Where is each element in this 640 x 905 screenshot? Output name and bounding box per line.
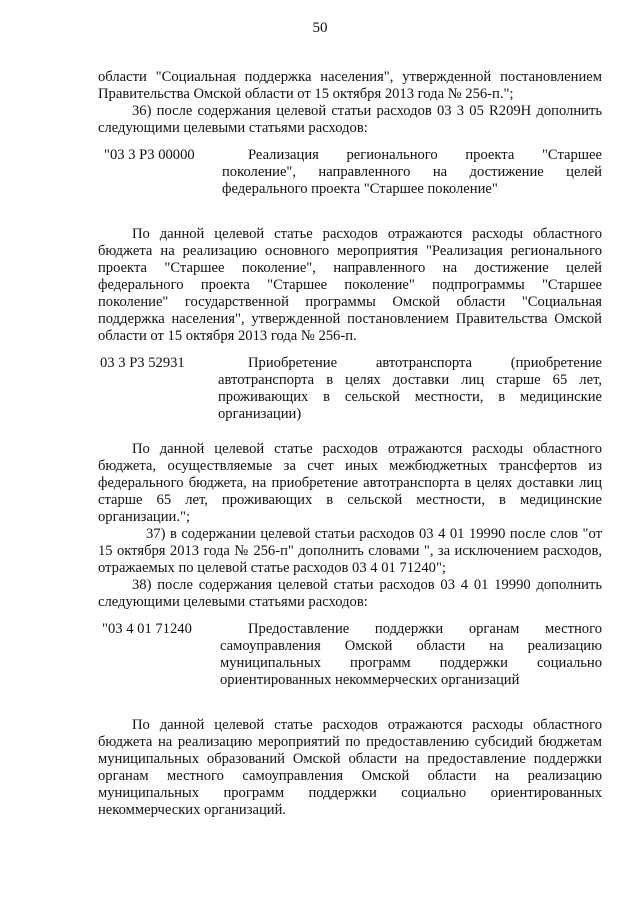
target-article-description: Предоставление поддержки органам местного самоуправления Омской области на реализацию муниципальных программ поддержки социально ориентированных некоммерческих организаций [220, 621, 602, 688]
target-article-entry [98, 621, 602, 689]
paragraph: По данной целевой статье расходов отражаются расходы областного бюджета, осуществляемые за счет иных межбюджетных трансфертов из федерального бюджета, на приобретение автотранспорта в целях доставки лиц старше 65 лет, проживающих в сельской местности, в медицинские организации."; [98, 441, 602, 525]
target-article-description: Приобретение автотранспорта (приобретение автотранспорта в целях доставки лиц старше 65 лет, проживающих в сельской местности, в медицинские организации) [218, 355, 602, 422]
target-article-code: 03 3 P3 52931 [100, 355, 185, 371]
target-article-entry [98, 147, 602, 198]
paragraph: области "Социальная поддержка населения", утвержденной постановлением Правительства Омской области от 15 октября 2013 года № 256-п."; [98, 69, 602, 102]
target-article-description: Реализация регионального проекта "Старшее поколение", направленного на достижение целей федерального проекта "Старшее поколение" [222, 147, 602, 197]
paragraph: 37) в содержании целевой статьи расходов 03 4 01 19990 после слов "от 15 октября 2013 года № 256-п" дополнить словами ", за исключением расходов, отражаемых по целевой статье расходов 03 4 01 71240"; [98, 526, 602, 576]
document-body [98, 69, 602, 819]
paragraph: 36) после содержания целевой статьи расходов 03 3 05 R209H дополнить следующими целевыми статьями расходов: [98, 103, 602, 136]
paragraph: По данной целевой статье расходов отражаются расходы областного бюджета на реализацию мероприятий по предоставлению субсидий бюджетам муниципальных образований Омской области на предоставление поддержки органам местного самоуправления Омской области на реализацию муниципальных программ поддержки социально ориентированных некоммерческих организаций. [98, 717, 602, 818]
paragraph: По данной целевой статье расходов отражаются расходы областного бюджета на реализацию основного мероприятия "Реализация регионального проекта "Старшее поколение", направленного на достижение целей федерального проекта "Старшее поколение" подпрограммы "Старшее поколение" государственной программы Омской области "Социальная поддержка населения", утвержденной постановлением Правительства Омской области от 15 октября 2013 года № 256-п. [98, 226, 602, 344]
target-article-code: "03 3 P3 00000 [104, 147, 195, 163]
target-article-code: "03 4 01 71240 [102, 621, 192, 637]
paragraph: 38) после содержания целевой статьи расходов 03 4 01 19990 дополнить следующими целевыми статьями расходов: [98, 577, 602, 610]
page-number: 50 [312, 20, 328, 36]
target-article-entry [98, 355, 602, 423]
